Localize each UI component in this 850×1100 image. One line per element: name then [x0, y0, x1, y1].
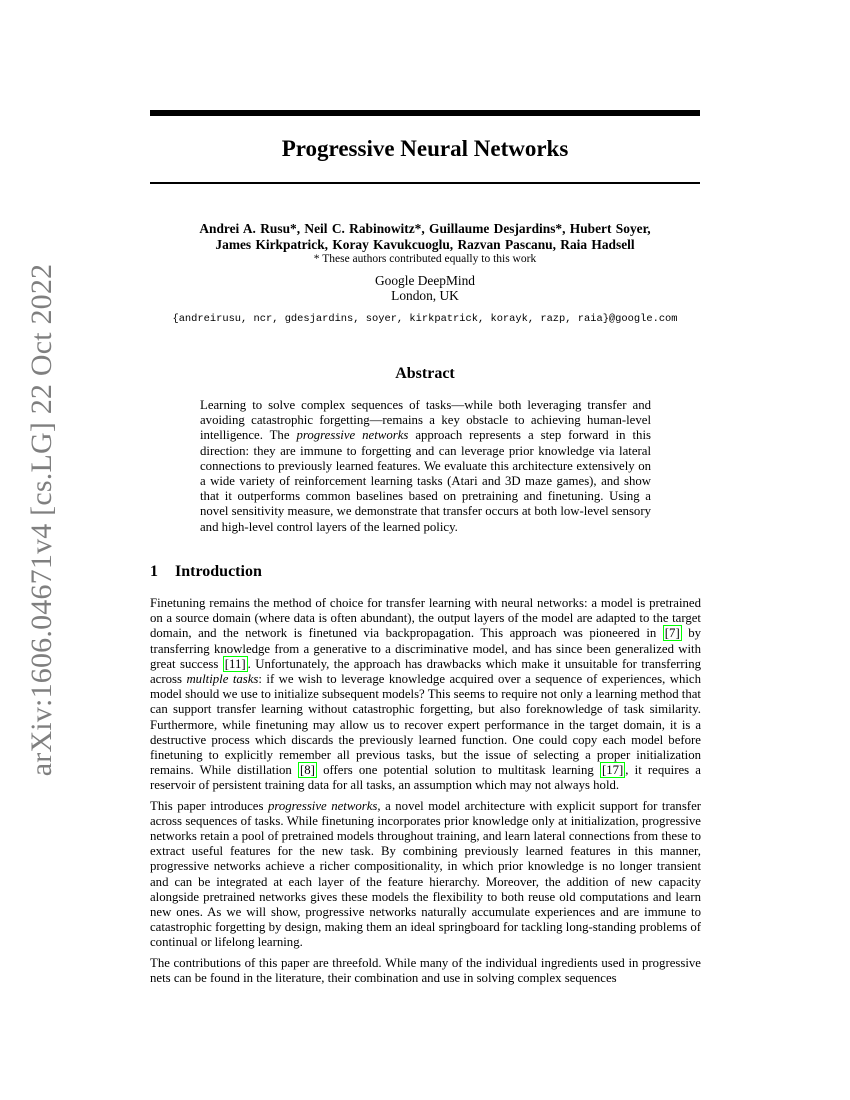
citation-link[interactable]: [8] — [300, 763, 315, 778]
abstract-italic-term: progressive networks — [296, 428, 409, 443]
para2-text-a: This paper introduces — [150, 798, 268, 813]
author-line-1: Andrei A. Rusu*, Neil C. Rabinowitz*, Guillaume Desjardins*, Hubert Soyer, — [199, 221, 651, 236]
abstract-text-a: Learning to solve complex sequences of tasks—while both leveraging transfer and avoiding catastrophic forgetting—remains a key obstacle to achieving human-level intelligence. The — [200, 398, 651, 443]
citation-link[interactable]: [7] — [664, 626, 680, 641]
affiliation-location: London, UK — [391, 288, 459, 303]
paper-title: Progressive Neural Networks — [281, 136, 569, 161]
abstract-heading: Abstract — [395, 365, 455, 382]
para1-text-a: Finetuning remains the method of choice for transfer learning with neural networks: a model is pretrained on a source domain (where data is often abundant), the output layers of the model are adapted to the target domain, and the network is finetuned via backpropagation. This approach was pioneered in — [150, 596, 701, 641]
citation-link[interactable]: [17] — [601, 763, 624, 778]
author-line-2: James Kirkpatrick, Koray Kavukcuoglu, Razvan Pascanu, Raia Hadsell — [215, 237, 635, 252]
equal-contribution-note: * These authors contributed equally to this work — [313, 253, 537, 265]
para2-italic-term: progressive networks — [267, 798, 378, 813]
title-rule-bottom — [150, 182, 700, 184]
para1-italic-term: multiple tasks — [186, 672, 259, 687]
para1-text-e: offers one potential solution to multitask learning — [316, 763, 600, 778]
section-number: 1 — [150, 563, 158, 580]
intro-paragraph-1 — [150, 596, 701, 794]
para1-text-b: by transferring knowledge from a generative to a discriminative model, and has since been generalized with great success — [150, 626, 701, 671]
section-title: Introduction — [175, 563, 262, 580]
para1-text-f: , it requires a reservoir of persistent training data for all tasks, an assumption which may not always hold. — [150, 763, 701, 793]
author-emails: {andreirusu, ncr, gdesjardins, soyer, kirkpatrick, korayk, razp, raia}@google.com — [172, 313, 678, 325]
introduction-body — [150, 596, 701, 991]
arxiv-side-stamp: arXiv:1606.04671v4 [cs.LG] 22 Oct 2022 — [25, 263, 58, 777]
intro-paragraph-3: The contributions of this paper are threefold. While many of the individual ingredients used in progressive nets can be found in the literature, their combination and use in solving complex sequences — [150, 955, 701, 985]
affiliation — [150, 273, 700, 303]
intro-paragraph-2 — [150, 799, 701, 951]
para2-text-b: , a novel model architecture with explicit support for transfer across sequences of tasks. While finetuning incorporates prior knowledge only at initialization, progressive networks retain a pool of pretrained models throughout training, and learn lateral connections from these to extract useful features for the new task. By combining previously learned features in this manner, progressive networks achieve a richer compositionality, in which prior knowledge is no longer transient and can be integrated at each layer of the feature hierarchy. Moreover, the addition of new capacity alongside pretrained networks gives these models the flexibility to both reuse old computations and learn new ones. As we will show, progressive networks naturally accumulate experiences and are immune to catastrophic forgetting by design, making them an ideal springboard for tackling long-standing problems of continual or lifelong learning. — [150, 798, 702, 950]
affiliation-org: Google DeepMind — [374, 273, 476, 288]
title-rule-top — [150, 110, 700, 116]
abstract-text-b: approach represents a step forward in this direction: they are immune to forgetting and can leverage prior knowledge via lateral connections to previously learned features. We evaluate this architecture extensively on a wide variety of reinforcement learning tasks (Atari and 3D maze games), and show that it outperforms common baselines based on pretraining and finetuning. Using a novel sensitivity measure, we demonstrate that transfer occurs at both low-level sensory and high-level control layers of the learned policy. — [200, 428, 651, 534]
para1-text-d: : if we wish to leverage knowledge acquired over a sequence of experiences, which model should we use to initialize subsequent models? This seems to require not only a learning method that can support transfer learning without catastrophic forgetting, but also foreknowledge of task similarity. Furthermore, while finetuning may allow us to recover expert performance in the target domain, it is a destructive process which discards the previously learned function. One could copy each model before finetuning to explicitly remember all previous tasks, but the issue of selecting a proper initialization remains. While distillation — [150, 672, 702, 778]
citation-link[interactable]: [11] — [224, 656, 246, 671]
section-heading-introduction — [150, 562, 700, 582]
para1-text-c: . Unfortunately, the approach has drawbacks which make it unsuitable for transferring across — [150, 656, 702, 687]
abstract-body — [200, 398, 651, 535]
author-list — [150, 221, 700, 253]
